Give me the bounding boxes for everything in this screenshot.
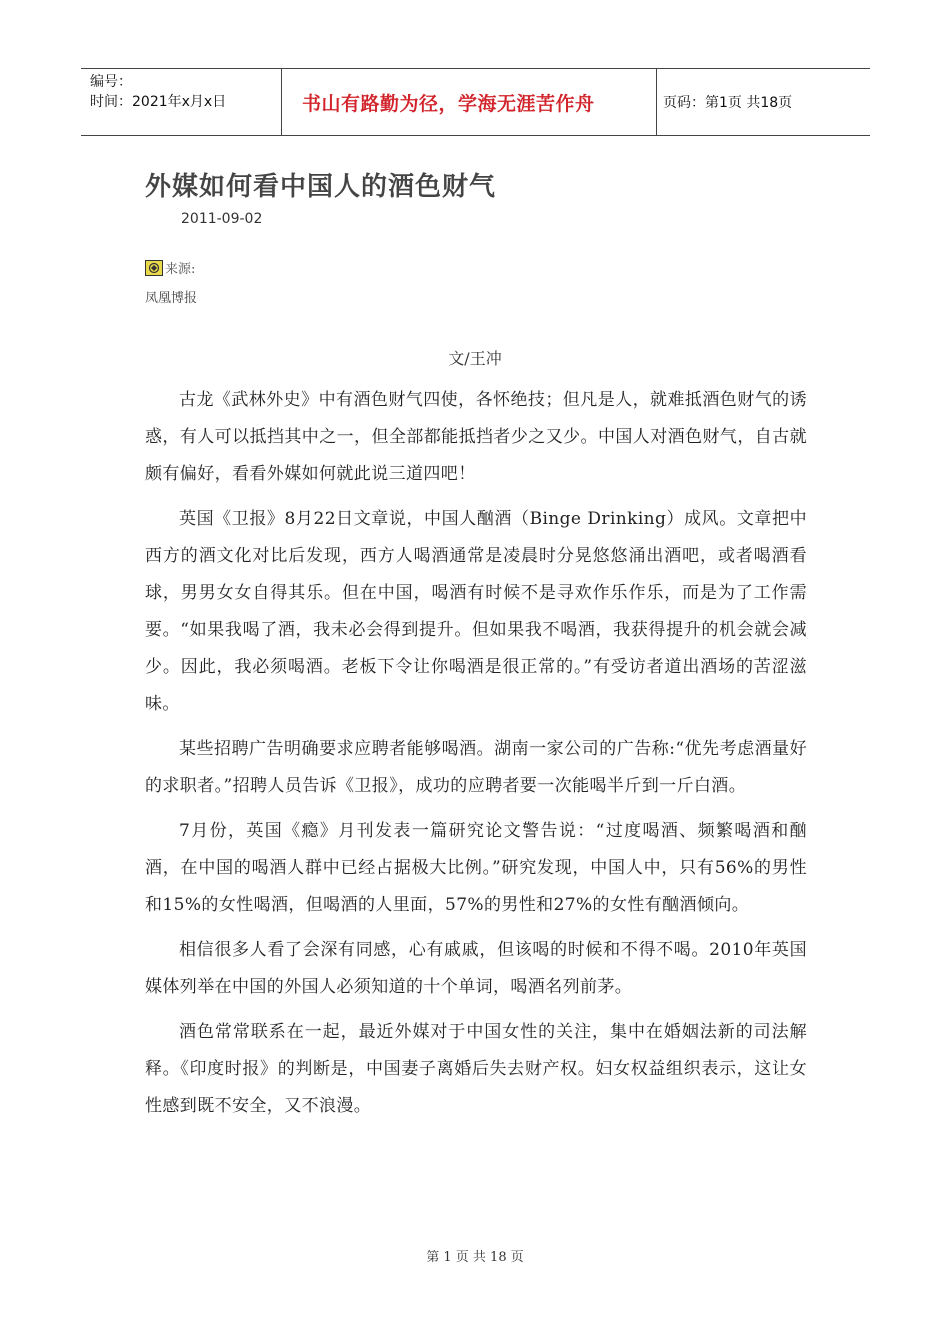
paragraph: 英国《卫报》8月22日文章说，中国人酗酒（Binge Drinking）成风。文章把中西方的酒文化对比后发现，西方人喝酒通常是凌晨时分晃悠悠涌出酒吧，或者喝酒看球，男男女女自得其乐。但在中国，喝酒有时候不是寻欢作乐作乐，而是为了工作需要。“如果我喝了酒，我未必会得到提升。但如果我不喝酒，我获得提升的机会就会减少。因此，我必须喝酒。老板下令让你喝酒是很正常的。”有受访者道出酒场的苦涩滋味。: [145, 509, 807, 714]
header-motto: 书山有路勤为径，学海无涯苦作舟: [282, 69, 657, 135]
article-body: [145, 382, 807, 1133]
header-number-label: 编号：: [90, 74, 132, 90]
page-footer: 第 1 页 共 18 页: [426, 1250, 524, 1265]
article-title: 外媒如何看中国人的酒色财气: [145, 172, 497, 202]
header-page-info: 页码：第1页 共18页: [663, 95, 793, 111]
paragraph: 酒色常常联系在一起，最近外媒对于中国女性的关注，集中在婚姻法新的司法解释。《印度时报》的判断是，中国妻子离婚后失去财产权。妇女权益组织表示，这让女性感到既不安全，又不浪漫。: [145, 1022, 807, 1116]
source-row: [145, 258, 195, 277]
source-label: 来源:: [165, 262, 196, 277]
source-name: 凤凰博报: [145, 291, 198, 306]
paragraph: 某些招聘广告明确要求应聘者能够喝酒。湖南一家公司的广告称:“优先考虑酒量好的求职者。”招聘人员告诉《卫报》，成功的应聘者要一次能喝半斤到一斤白酒。: [145, 739, 807, 796]
paragraph: 7月份，英国《瘾》月刊发表一篇研究论文警告说：“过度喝酒、频繁喝酒和酗酒，在中国的喝酒人群中已经占据极大比例。”研究发现，中国人中，只有56%的男性和15%的女性喝酒，但喝酒的人里面，57%的男性和27%的女性有酗酒倾向。: [145, 821, 807, 915]
article-date: 2011-09-02: [181, 211, 263, 227]
header-meta-cell: [81, 69, 282, 135]
header-time-label: 时间：2021年x月x日: [90, 94, 227, 110]
paragraph: 古龙《武林外史》中有酒色财气四使，各怀绝技；但凡是人，就难抵酒色财气的诱惑，有人可以抵挡其中之一，但全部都能抵挡者少之又少。中国人对酒色财气，自古就颇有偏好，看看外媒如何就此说三道四吧！: [145, 390, 807, 484]
paragraph: 相信很多人看了会深有同感，心有戚戚，但该喝的时候和不得不喝。2010年英国媒体列举在中国的外国人必须知道的十个单词，喝酒名列前茅。: [145, 940, 807, 997]
article-author: 文/王冲: [448, 349, 502, 368]
document-header: [81, 68, 870, 136]
source-image-icon: [145, 260, 163, 276]
